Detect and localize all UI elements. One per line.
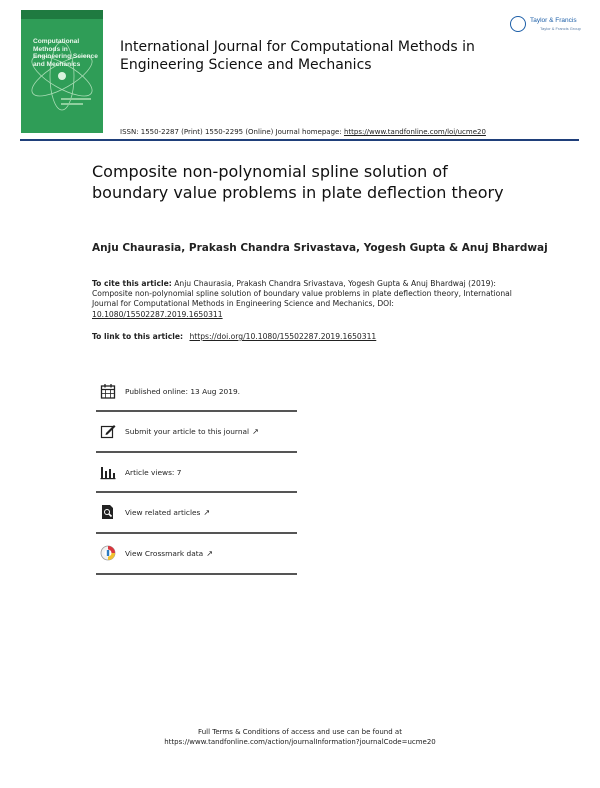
- footer-terms-url[interactable]: https://www.tandfonline.com/action/journalInformation?journalCode=ucme20: [164, 738, 436, 746]
- article-views-text: Article views: 7: [125, 468, 182, 477]
- crossmark-text[interactable]: [125, 549, 213, 558]
- external-link-icon: ↗: [252, 427, 259, 436]
- published-online-row: [96, 371, 297, 411]
- submit-article-row[interactable]: [96, 411, 297, 451]
- article-doi-url[interactable]: https://doi.org/10.1080/15502287.2019.1650311: [189, 332, 377, 341]
- citation-text: Anju Chaurasia, Prakash Chandra Srivastava, Yogesh Gupta & Anuj Bhardwaj (2019): Composite non-polynomial spline solution of boundary value problems in plate deflection theory, International Journal for Computational Methods in Engineering Science and Mechanics, DOI:: [92, 279, 512, 309]
- header-divider: [20, 139, 579, 141]
- crossmark-label: View Crossmark data: [125, 549, 204, 558]
- article-authors: Anju Chaurasia, Prakash Chandra Srivastava, Yogesh Gupta & Anuj Bhardwaj: [92, 242, 548, 254]
- external-link-icon: ↗: [206, 549, 213, 558]
- article-link-label: To link to this article:: [92, 332, 184, 341]
- calendar-icon: [100, 383, 116, 399]
- issn-line: [120, 128, 486, 136]
- cover-atom-graphic: [21, 10, 103, 133]
- article-title: Composite non-polynomial spline solution of boundary value problems in plate deflection theory: [92, 162, 504, 202]
- published-online-text: Published online: 13 Aug 2019.: [125, 387, 241, 396]
- article-link-line: [92, 332, 376, 341]
- related-articles-label: View related articles: [125, 508, 201, 517]
- related-articles-text[interactable]: [125, 508, 210, 517]
- edit-icon: [100, 423, 116, 439]
- external-link-icon: ↗: [203, 508, 211, 517]
- footer: [0, 727, 600, 747]
- footer-terms-text: Full Terms & Conditions of access and use can be found at: [198, 728, 402, 736]
- publisher-logo-name: Taylor & Francis: [530, 17, 577, 24]
- citation-label: To cite this article:: [92, 279, 172, 288]
- submit-article-label: Submit your article to this journal: [125, 427, 250, 436]
- crossmark-icon: [100, 545, 116, 561]
- info-divider: [96, 573, 297, 575]
- publisher-logo-subtitle: Taylor & Francis Group: [540, 26, 581, 31]
- journal-homepage-link[interactable]: https://www.tandfonline.com/loi/ucme20: [343, 128, 486, 136]
- publisher-logo[interactable]: [510, 16, 582, 34]
- citation-doi-link[interactable]: 10.1080/15502287.2019.1650311: [92, 309, 223, 319]
- bar-chart-icon: [100, 464, 116, 480]
- publisher-logo-icon: [510, 16, 526, 32]
- related-articles-row[interactable]: [96, 492, 297, 532]
- document-search-icon: [100, 504, 116, 520]
- submit-article-text[interactable]: [125, 427, 259, 436]
- citation-block: [92, 279, 522, 320]
- article-views-row: [96, 452, 297, 492]
- cover-title: Computational Methods in Engineering Science and Mechanics: [33, 38, 98, 68]
- journal-title: International Journal for Computational Methods in Engineering Science and Mechanics: [120, 39, 475, 73]
- crossmark-row[interactable]: [96, 533, 297, 573]
- journal-cover: [21, 10, 103, 133]
- issn-text: ISSN: 1550-2287 (Print) 1550-2295 (Online) Journal homepage:: [120, 128, 342, 136]
